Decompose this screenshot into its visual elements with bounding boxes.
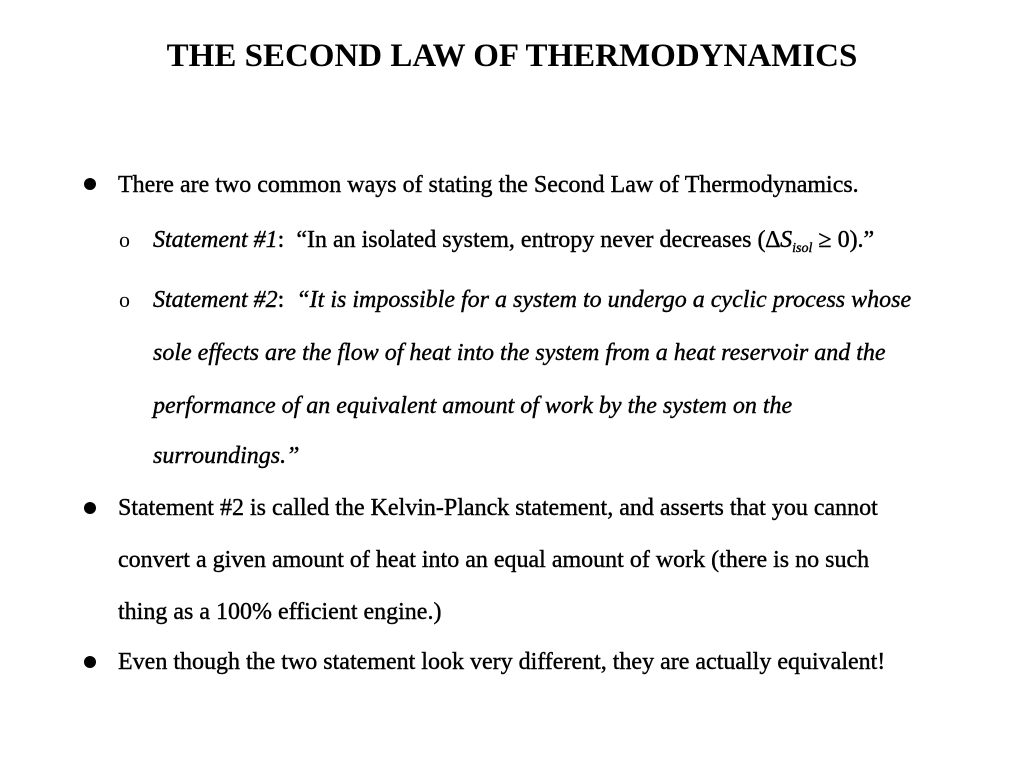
sub-bullet-marker: o: [119, 227, 130, 252]
label-colon: :: [277, 287, 297, 313]
statement-1-closing: ).”: [849, 227, 875, 253]
entropy-symbol: S: [780, 227, 793, 253]
kelvin-planck-line-1: Statement #2 is called the Kelvin-Planck statement, and asserts that you cannot: [118, 495, 878, 521]
bullet-dot: [84, 502, 96, 514]
sub-bullet-marker: o: [119, 287, 130, 312]
bullet-dot: [84, 178, 96, 190]
kelvin-planck-line-2: convert a given amount of heat into an equal amount of work (there is no such: [118, 547, 870, 573]
statement-2-line-1: [153, 285, 911, 315]
statement-2-line-4: surroundings.”: [153, 443, 300, 469]
statement-2-line-2: sole effects are the flow of heat into the system from a heat reservoir and the: [153, 340, 886, 366]
delta-symbol: ∆: [765, 227, 781, 253]
statement-2-line-3: performance of an equivalent amount of work by the system on the: [153, 393, 793, 419]
entropy-subscript: isol: [792, 241, 813, 256]
bullet-text: There are two common ways of stating the Second Law of Thermodynamics.: [118, 172, 859, 198]
kelvin-planck-line-3: thing as a 100% efficient engine.): [118, 599, 442, 625]
inequality: ≥ 0: [812, 227, 850, 253]
statement-1: [153, 225, 874, 264]
label-colon: :: [277, 227, 297, 253]
statement-2-text: “It is impossible for a system to undergo a cyclic process whose: [296, 287, 912, 313]
statement-1-label: Statement #1: [153, 227, 278, 253]
statement-2-label: Statement #2: [153, 287, 278, 313]
bullet-dot: [84, 656, 96, 668]
slide-title: THE SECOND LAW OF THERMODYNAMICS: [166, 38, 858, 74]
statement-1-text: “In an isolated system, entropy never decreases (: [296, 227, 766, 253]
bullet-text: Even though the two statement look very different, they are actually equivalent!: [118, 649, 886, 675]
